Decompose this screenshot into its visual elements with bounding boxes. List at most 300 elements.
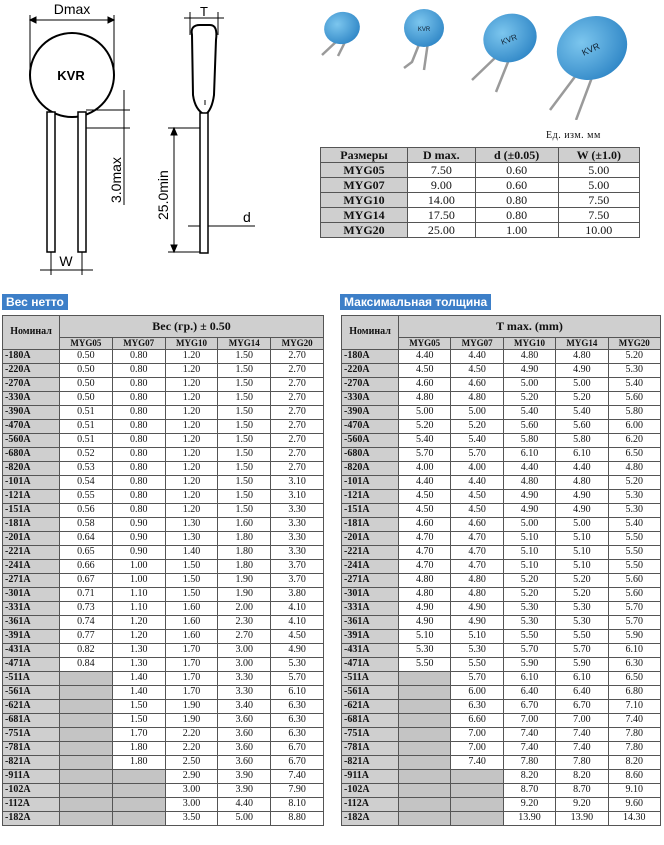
- thickness-value-cell: 7.40: [608, 714, 660, 728]
- thickness-value-cell: 6.70: [503, 700, 555, 714]
- weight-value-cell: 0.80: [112, 420, 165, 434]
- weight-nominal-cell: -751A: [3, 728, 60, 742]
- weight-value-cell: 0.50: [60, 392, 113, 406]
- thickness-value-cell: 6.80: [608, 686, 660, 700]
- thickness-value-cell: 13.90: [556, 812, 608, 826]
- weight-value-cell: 0.77: [60, 630, 113, 644]
- w-label: W: [59, 253, 73, 269]
- thickness-value-cell: 6.00: [451, 686, 503, 700]
- thickness-value-cell: 5.20: [503, 588, 555, 602]
- dimension-drawing: [0, 0, 300, 290]
- weight-value-cell: 1.20: [165, 392, 218, 406]
- thickness-column-header: MYG14: [556, 338, 608, 350]
- thickness-value-cell: 4.40: [556, 462, 608, 476]
- weight-row: [3, 462, 324, 476]
- weight-empty-cell: [60, 812, 113, 826]
- thickness-row: [342, 406, 661, 420]
- weight-nominal-cell: -781A: [3, 742, 60, 756]
- thickness-value-cell: 4.00: [399, 462, 451, 476]
- thickness-value-cell: 5.20: [503, 574, 555, 588]
- weight-row: [3, 812, 324, 826]
- thickness-row: [342, 756, 661, 770]
- weight-row: [3, 756, 324, 770]
- weight-value-cell: 3.90: [218, 784, 271, 798]
- thickness-value-cell: 6.60: [451, 714, 503, 728]
- weight-empty-cell: [60, 756, 113, 770]
- thickness-value-cell: 7.00: [451, 728, 503, 742]
- weight-value-cell: 0.90: [112, 546, 165, 560]
- thickness-nominal-cell: -781A: [342, 742, 399, 756]
- weight-value-cell: 1.50: [218, 392, 271, 406]
- weight-value-cell: 1.20: [165, 378, 218, 392]
- weight-value-cell: 1.90: [218, 588, 271, 602]
- thickness-empty-cell: [399, 742, 451, 756]
- thickness-row: [342, 784, 661, 798]
- thickness-value-cell: 8.20: [608, 756, 660, 770]
- dmax-label: Dmax: [53, 1, 91, 17]
- dim-value-cell: 0.80: [475, 193, 558, 208]
- thickness-value-cell: 4.40: [399, 350, 451, 364]
- weight-value-cell: 1.50: [218, 476, 271, 490]
- thickness-value-cell: 4.70: [399, 532, 451, 546]
- dim-value-cell: 5.00: [558, 178, 639, 193]
- thickness-value-cell: 4.60: [451, 518, 503, 532]
- lead-min-label: 25.0min: [155, 170, 171, 220]
- thickness-nominal-cell: -271A: [342, 574, 399, 588]
- thickness-value-cell: 4.80: [503, 350, 555, 364]
- weight-nominal-cell: -102A: [3, 784, 60, 798]
- thickness-value-cell: 5.20: [451, 420, 503, 434]
- thickness-value-cell: 9.10: [608, 784, 660, 798]
- thickness-value-cell: 5.50: [399, 658, 451, 672]
- thickness-row: [342, 742, 661, 756]
- thickness-empty-cell: [399, 700, 451, 714]
- thickness-value-cell: 5.40: [608, 518, 660, 532]
- weight-value-cell: 4.10: [271, 602, 324, 616]
- thickness-value-cell: 4.40: [451, 350, 503, 364]
- thickness-nominal-cell: -621A: [342, 700, 399, 714]
- weight-nominal-cell: -820A: [3, 462, 60, 476]
- weight-row: [3, 770, 324, 784]
- thickness-value-cell: 5.20: [556, 588, 608, 602]
- weight-value-cell: 2.70: [271, 378, 324, 392]
- weight-value-cell: 3.30: [271, 532, 324, 546]
- thickness-row: [342, 812, 661, 826]
- dim-model-cell: MYG05: [321, 163, 408, 178]
- weight-nominal-cell: -121A: [3, 490, 60, 504]
- thickness-value-cell: 5.30: [608, 504, 660, 518]
- weight-value-cell: 1.50: [218, 378, 271, 392]
- weight-value-cell: 4.10: [271, 616, 324, 630]
- capacitor-myg14-photo: [476, 6, 543, 70]
- dim-value-cell: 0.80: [475, 208, 558, 223]
- weight-value-cell: 3.30: [271, 504, 324, 518]
- weight-value-cell: 1.90: [165, 700, 218, 714]
- weight-column-header: MYG20: [271, 338, 324, 350]
- weight-nominal-cell: -221A: [3, 546, 60, 560]
- thickness-nominal-cell: -221A: [342, 546, 399, 560]
- thickness-value-cell: 4.60: [399, 518, 451, 532]
- dim-header-cell: Размеры: [321, 148, 408, 163]
- thickness-value-cell: 6.10: [556, 672, 608, 686]
- weight-value-cell: 2.70: [271, 392, 324, 406]
- weight-value-cell: 1.20: [165, 434, 218, 448]
- weight-row: [3, 630, 324, 644]
- dim-header-cell: d (±0.05): [475, 148, 558, 163]
- weight-value-cell: 8.80: [271, 812, 324, 826]
- thickness-nominal-cell: -220A: [342, 364, 399, 378]
- weight-row: [3, 406, 324, 420]
- weight-value-cell: 0.55: [60, 490, 113, 504]
- thickness-value-cell: 4.40: [503, 462, 555, 476]
- thickness-value-cell: 4.00: [451, 462, 503, 476]
- weight-value-cell: 1.20: [165, 364, 218, 378]
- thickness-value-cell: 5.30: [608, 364, 660, 378]
- weight-value-cell: 0.80: [112, 476, 165, 490]
- thickness-value-cell: 5.10: [503, 560, 555, 574]
- weight-value-cell: 3.80: [271, 588, 324, 602]
- thickness-value-cell: 5.50: [608, 546, 660, 560]
- weight-nominal-cell: -241A: [3, 560, 60, 574]
- weight-value-cell: 1.30: [165, 518, 218, 532]
- thickness-column-header: MYG20: [608, 338, 660, 350]
- thickness-column-header: MYG05: [399, 338, 451, 350]
- thickness-value-cell: 5.10: [451, 630, 503, 644]
- thickness-nominal-cell: -330A: [342, 392, 399, 406]
- thickness-nominal-cell: -270A: [342, 378, 399, 392]
- thickness-value-cell: 6.50: [608, 448, 660, 462]
- weight-row: [3, 546, 324, 560]
- weight-value-cell: 2.70: [271, 420, 324, 434]
- weight-value-cell: 1.20: [165, 504, 218, 518]
- weight-row: [3, 700, 324, 714]
- weight-value-cell: 0.58: [60, 518, 113, 532]
- weight-row: [3, 350, 324, 364]
- dim-value-cell: 25.00: [408, 223, 476, 238]
- thickness-value-cell: 7.80: [556, 756, 608, 770]
- weight-value-cell: 1.70: [112, 728, 165, 742]
- weight-value-cell: 0.51: [60, 420, 113, 434]
- weight-value-cell: 1.50: [218, 420, 271, 434]
- weight-value-cell: 2.90: [165, 770, 218, 784]
- weight-value-cell: 1.40: [112, 672, 165, 686]
- weight-value-cell: 0.80: [112, 448, 165, 462]
- thickness-value-cell: 4.50: [451, 504, 503, 518]
- weight-empty-cell: [60, 770, 113, 784]
- weight-row: [3, 504, 324, 518]
- weight-nominal-cell: -680A: [3, 448, 60, 462]
- thickness-row: [342, 364, 661, 378]
- thickness-value-cell: 5.50: [556, 630, 608, 644]
- thickness-value-cell: 5.10: [556, 560, 608, 574]
- thickness-value-cell: 5.90: [556, 658, 608, 672]
- thickness-value-cell: 8.20: [503, 770, 555, 784]
- thickness-nominal-cell: -102A: [342, 784, 399, 798]
- thickness-value-cell: 4.90: [556, 504, 608, 518]
- thickness-value-cell: 4.80: [556, 350, 608, 364]
- weight-nominal-cell: -180A: [3, 350, 60, 364]
- weight-value-cell: 3.60: [218, 714, 271, 728]
- weight-row: [3, 364, 324, 378]
- weight-value-cell: 1.80: [218, 532, 271, 546]
- thickness-nominal-cell: -390A: [342, 406, 399, 420]
- thickness-value-cell: 5.80: [608, 406, 660, 420]
- weight-value-cell: 3.90: [218, 770, 271, 784]
- thickness-row: [342, 378, 661, 392]
- thickness-nominal-cell: -681A: [342, 714, 399, 728]
- weight-value-cell: 0.53: [60, 462, 113, 476]
- thickness-value-cell: 7.40: [556, 742, 608, 756]
- thickness-value-cell: 5.40: [608, 378, 660, 392]
- thickness-value-cell: 5.20: [608, 350, 660, 364]
- weight-empty-cell: [60, 714, 113, 728]
- thickness-empty-cell: [399, 728, 451, 742]
- weight-nominal-cell: -561A: [3, 686, 60, 700]
- weight-empty-cell: [60, 672, 113, 686]
- weight-row: [3, 784, 324, 798]
- weight-value-cell: 1.40: [112, 686, 165, 700]
- thickness-empty-cell: [451, 784, 503, 798]
- thickness-value-cell: 5.00: [556, 378, 608, 392]
- thickness-value-cell: 8.20: [556, 770, 608, 784]
- weight-value-cell: 0.66: [60, 560, 113, 574]
- weight-nominal-cell: -182A: [3, 812, 60, 826]
- weight-empty-cell: [60, 798, 113, 812]
- thickness-empty-cell: [451, 798, 503, 812]
- thickness-value-cell: 5.70: [451, 672, 503, 686]
- weight-row: [3, 742, 324, 756]
- thickness-value-cell: 5.30: [399, 644, 451, 658]
- thickness-value-cell: 4.90: [451, 616, 503, 630]
- weight-value-cell: 3.00: [218, 658, 271, 672]
- thickness-value-cell: 5.30: [451, 644, 503, 658]
- weight-value-cell: 1.50: [218, 364, 271, 378]
- thickness-value-cell: 5.10: [399, 630, 451, 644]
- thickness-value-cell: 5.80: [556, 434, 608, 448]
- weight-nominal-cell: -471A: [3, 658, 60, 672]
- thickness-nominal-cell: -471A: [342, 658, 399, 672]
- weight-nominal-cell: -821A: [3, 756, 60, 770]
- dim-row: [321, 223, 640, 238]
- weight-value-cell: 0.54: [60, 476, 113, 490]
- weight-value-cell: 6.70: [271, 742, 324, 756]
- weight-title: Вес (гр.) ± 0.50: [60, 316, 324, 338]
- weight-value-cell: 1.00: [112, 560, 165, 574]
- weight-value-cell: 1.90: [218, 574, 271, 588]
- weight-value-cell: 2.70: [271, 364, 324, 378]
- weight-value-cell: 1.60: [165, 616, 218, 630]
- weight-value-cell: 6.70: [271, 756, 324, 770]
- weight-nominal-cell: -470A: [3, 420, 60, 434]
- weight-row: [3, 448, 324, 462]
- weight-nominal-cell: -101A: [3, 476, 60, 490]
- weight-value-cell: 6.30: [271, 728, 324, 742]
- weight-row: [3, 560, 324, 574]
- weight-value-cell: 2.00: [218, 602, 271, 616]
- thickness-value-cell: 6.40: [503, 686, 555, 700]
- thickness-value-cell: 4.90: [503, 364, 555, 378]
- weight-value-cell: 0.84: [60, 658, 113, 672]
- weight-value-cell: 3.00: [218, 644, 271, 658]
- weight-value-cell: 3.40: [218, 700, 271, 714]
- thickness-column-header: MYG07: [451, 338, 503, 350]
- thickness-empty-cell: [399, 756, 451, 770]
- weight-value-cell: 6.10: [271, 686, 324, 700]
- thickness-value-cell: 5.50: [608, 532, 660, 546]
- weight-row: [3, 490, 324, 504]
- weight-value-cell: 3.60: [218, 728, 271, 742]
- weight-value-cell: 2.20: [165, 742, 218, 756]
- weight-value-cell: 0.56: [60, 504, 113, 518]
- thickness-row: [342, 602, 661, 616]
- thickness-row: [342, 518, 661, 532]
- thickness-value-cell: 5.30: [556, 616, 608, 630]
- thickness-value-cell: 6.30: [608, 658, 660, 672]
- weight-value-cell: 1.60: [165, 602, 218, 616]
- thickness-value-cell: 5.50: [451, 658, 503, 672]
- weight-value-cell: 6.30: [271, 714, 324, 728]
- weight-nominal-cell: -201A: [3, 532, 60, 546]
- thickness-value-cell: 5.00: [556, 518, 608, 532]
- weight-value-cell: 5.00: [218, 812, 271, 826]
- thickness-row: [342, 350, 661, 364]
- weight-nominal-cell: -330A: [3, 392, 60, 406]
- thickness-empty-cell: [399, 812, 451, 826]
- thickness-table: [341, 315, 661, 826]
- weight-value-cell: 2.70: [271, 406, 324, 420]
- weight-column-header: MYG05: [60, 338, 113, 350]
- thickness-empty-cell: [399, 672, 451, 686]
- weight-nominal-cell: -112A: [3, 798, 60, 812]
- dim-row: [321, 178, 640, 193]
- capacitor-myg05-photo: [320, 8, 363, 48]
- thickness-value-cell: 4.90: [503, 490, 555, 504]
- weight-nominal-cell: -390A: [3, 406, 60, 420]
- weight-value-cell: 1.70: [165, 644, 218, 658]
- thickness-value-cell: 5.20: [399, 420, 451, 434]
- thickness-row: [342, 546, 661, 560]
- t-label: T: [200, 4, 208, 19]
- thickness-value-cell: 6.50: [608, 672, 660, 686]
- dim-row: [321, 193, 640, 208]
- thickness-value-cell: 4.90: [556, 490, 608, 504]
- weight-value-cell: 0.80: [112, 504, 165, 518]
- dim-value-cell: 1.00: [475, 223, 558, 238]
- weight-row: [3, 476, 324, 490]
- thickness-nominal-cell: -820A: [342, 462, 399, 476]
- lead-max-label: 3.0max: [108, 157, 124, 203]
- thickness-value-cell: 4.80: [608, 462, 660, 476]
- thickness-row: [342, 798, 661, 812]
- weight-nominal-cell: -560A: [3, 434, 60, 448]
- weight-value-cell: 3.30: [218, 672, 271, 686]
- weight-value-cell: 1.70: [165, 672, 218, 686]
- thickness-nominal-cell: -751A: [342, 728, 399, 742]
- thickness-row: [342, 420, 661, 434]
- thickness-value-cell: 6.70: [556, 700, 608, 714]
- thickness-value-cell: 5.30: [503, 602, 555, 616]
- weight-row: [3, 714, 324, 728]
- thickness-value-cell: 5.70: [503, 644, 555, 658]
- thickness-value-cell: 8.60: [608, 770, 660, 784]
- weight-value-cell: 1.50: [165, 588, 218, 602]
- weight-empty-cell: [112, 798, 165, 812]
- weight-value-cell: 2.70: [271, 350, 324, 364]
- weight-value-cell: 1.20: [112, 630, 165, 644]
- thickness-value-cell: 4.80: [399, 392, 451, 406]
- thickness-value-cell: 6.20: [608, 434, 660, 448]
- weight-value-cell: 0.90: [112, 532, 165, 546]
- weight-value-cell: 1.50: [165, 560, 218, 574]
- thickness-value-cell: 4.70: [399, 560, 451, 574]
- thickness-nominal-header: Номинал: [342, 316, 399, 350]
- thickness-value-cell: 7.40: [451, 756, 503, 770]
- weight-value-cell: 0.50: [60, 378, 113, 392]
- thickness-value-cell: 5.80: [503, 434, 555, 448]
- weight-value-cell: 1.80: [218, 560, 271, 574]
- weight-value-cell: 1.50: [218, 490, 271, 504]
- weight-row: [3, 588, 324, 602]
- thickness-row: [342, 658, 661, 672]
- weight-value-cell: 1.20: [165, 476, 218, 490]
- weight-value-cell: 7.40: [271, 770, 324, 784]
- thickness-row: [342, 532, 661, 546]
- thickness-value-cell: 4.90: [399, 602, 451, 616]
- weight-value-cell: 1.80: [112, 742, 165, 756]
- weight-value-cell: 3.30: [218, 686, 271, 700]
- thickness-value-cell: 4.70: [451, 560, 503, 574]
- weight-value-cell: 1.20: [112, 616, 165, 630]
- weight-row: [3, 644, 324, 658]
- thickness-value-cell: 5.20: [556, 392, 608, 406]
- thickness-row: [342, 504, 661, 518]
- weight-value-cell: 0.80: [112, 350, 165, 364]
- weight-empty-cell: [60, 742, 113, 756]
- thickness-value-cell: 5.90: [503, 658, 555, 672]
- thickness-row: [342, 728, 661, 742]
- thickness-row: [342, 686, 661, 700]
- weight-value-cell: 2.70: [271, 448, 324, 462]
- weight-value-cell: 1.50: [165, 574, 218, 588]
- dim-value-cell: 9.00: [408, 178, 476, 193]
- thickness-value-cell: 13.90: [503, 812, 555, 826]
- weight-value-cell: 1.50: [218, 350, 271, 364]
- thickness-value-cell: 5.10: [503, 546, 555, 560]
- weight-value-cell: 2.30: [218, 616, 271, 630]
- weight-value-cell: 0.67: [60, 574, 113, 588]
- weight-row: [3, 434, 324, 448]
- thickness-value-cell: 7.00: [503, 714, 555, 728]
- thickness-value-cell: 4.80: [399, 574, 451, 588]
- weight-row: [3, 602, 324, 616]
- weight-value-cell: 3.00: [165, 784, 218, 798]
- thickness-nominal-cell: -680A: [342, 448, 399, 462]
- weight-empty-cell: [60, 728, 113, 742]
- weight-value-cell: 3.50: [165, 812, 218, 826]
- weight-value-cell: 5.30: [271, 658, 324, 672]
- dim-value-cell: 17.50: [408, 208, 476, 223]
- thickness-value-cell: 4.50: [399, 490, 451, 504]
- weight-value-cell: 0.50: [60, 364, 113, 378]
- weight-nominal-cell: -271A: [3, 574, 60, 588]
- thickness-value-cell: 6.10: [503, 448, 555, 462]
- thickness-value-cell: 5.40: [451, 434, 503, 448]
- thickness-value-cell: 4.90: [451, 602, 503, 616]
- weight-row: [3, 616, 324, 630]
- capacitor-myg20-photo: [546, 5, 637, 92]
- thickness-row: [342, 770, 661, 784]
- weight-value-cell: 1.30: [165, 532, 218, 546]
